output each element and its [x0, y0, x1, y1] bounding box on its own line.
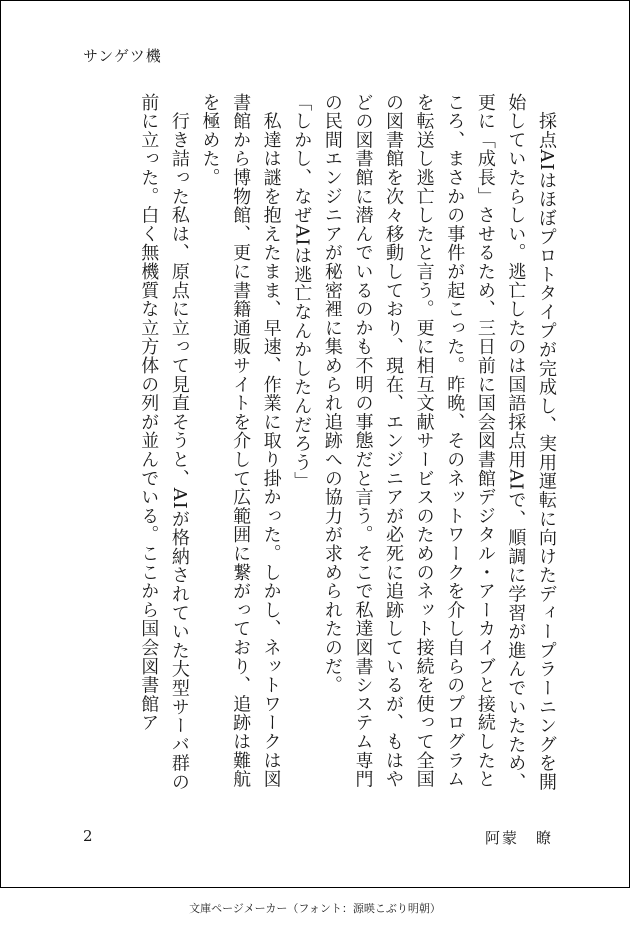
running-head-title: サンゲツ機 — [83, 47, 162, 65]
paragraph: 「しかし、なぜAIは逃亡なんかしたんだろう」 — [291, 93, 313, 491]
paragraph: 採点AIはほぼプロトタイプが完成し、実用運転に向けたディープラーニングを開始していたらしい。逃亡したのは国語採点用AIで、順調に学習が進んでいたため、更に「成長」させるため、三日前に国会図書館デジタル・アーカイブと接続したところ、まさかの事件が起こった。昨晩、そのネットワークを介し自らのプログラムを転送し逃亡したと言う。更に相互文献サービスのためのネット接続を使って全国の図書館を次々移動しており、現在、エンジニアが必死に追跡しているが、もはやどの図書館に潜んでいるのかも不明の事態だと言う。そこで私達図書システム専門の民間エンジニアが秘密裡に集められ追跡への協力が求められたのだ。 — [321, 93, 557, 792]
paragraph: 私達は謎を抱えたまま、早速、作業に取り掛かった。しかし、ネットワークは図書館から博物館、更に書籍通販サイトを介して広範囲に繋がっており、追跡は難航を極めた。 — [199, 93, 282, 789]
vertical-body-text — [71, 93, 561, 805]
generator-credit: 文庫ページメーカー（フォント：源暎こぶり明朝） — [189, 902, 441, 915]
paragraph: 行き詰った私は、原点に立って見直そうと、AIが格納されていた大型サーバ群の前に立った。白く無機質な立方体の列が並んでいる。ここから国会図書館ア — [138, 93, 190, 792]
page-number: 2 — [83, 827, 93, 845]
author-name: 阿蒙 瞭 — [484, 829, 553, 847]
